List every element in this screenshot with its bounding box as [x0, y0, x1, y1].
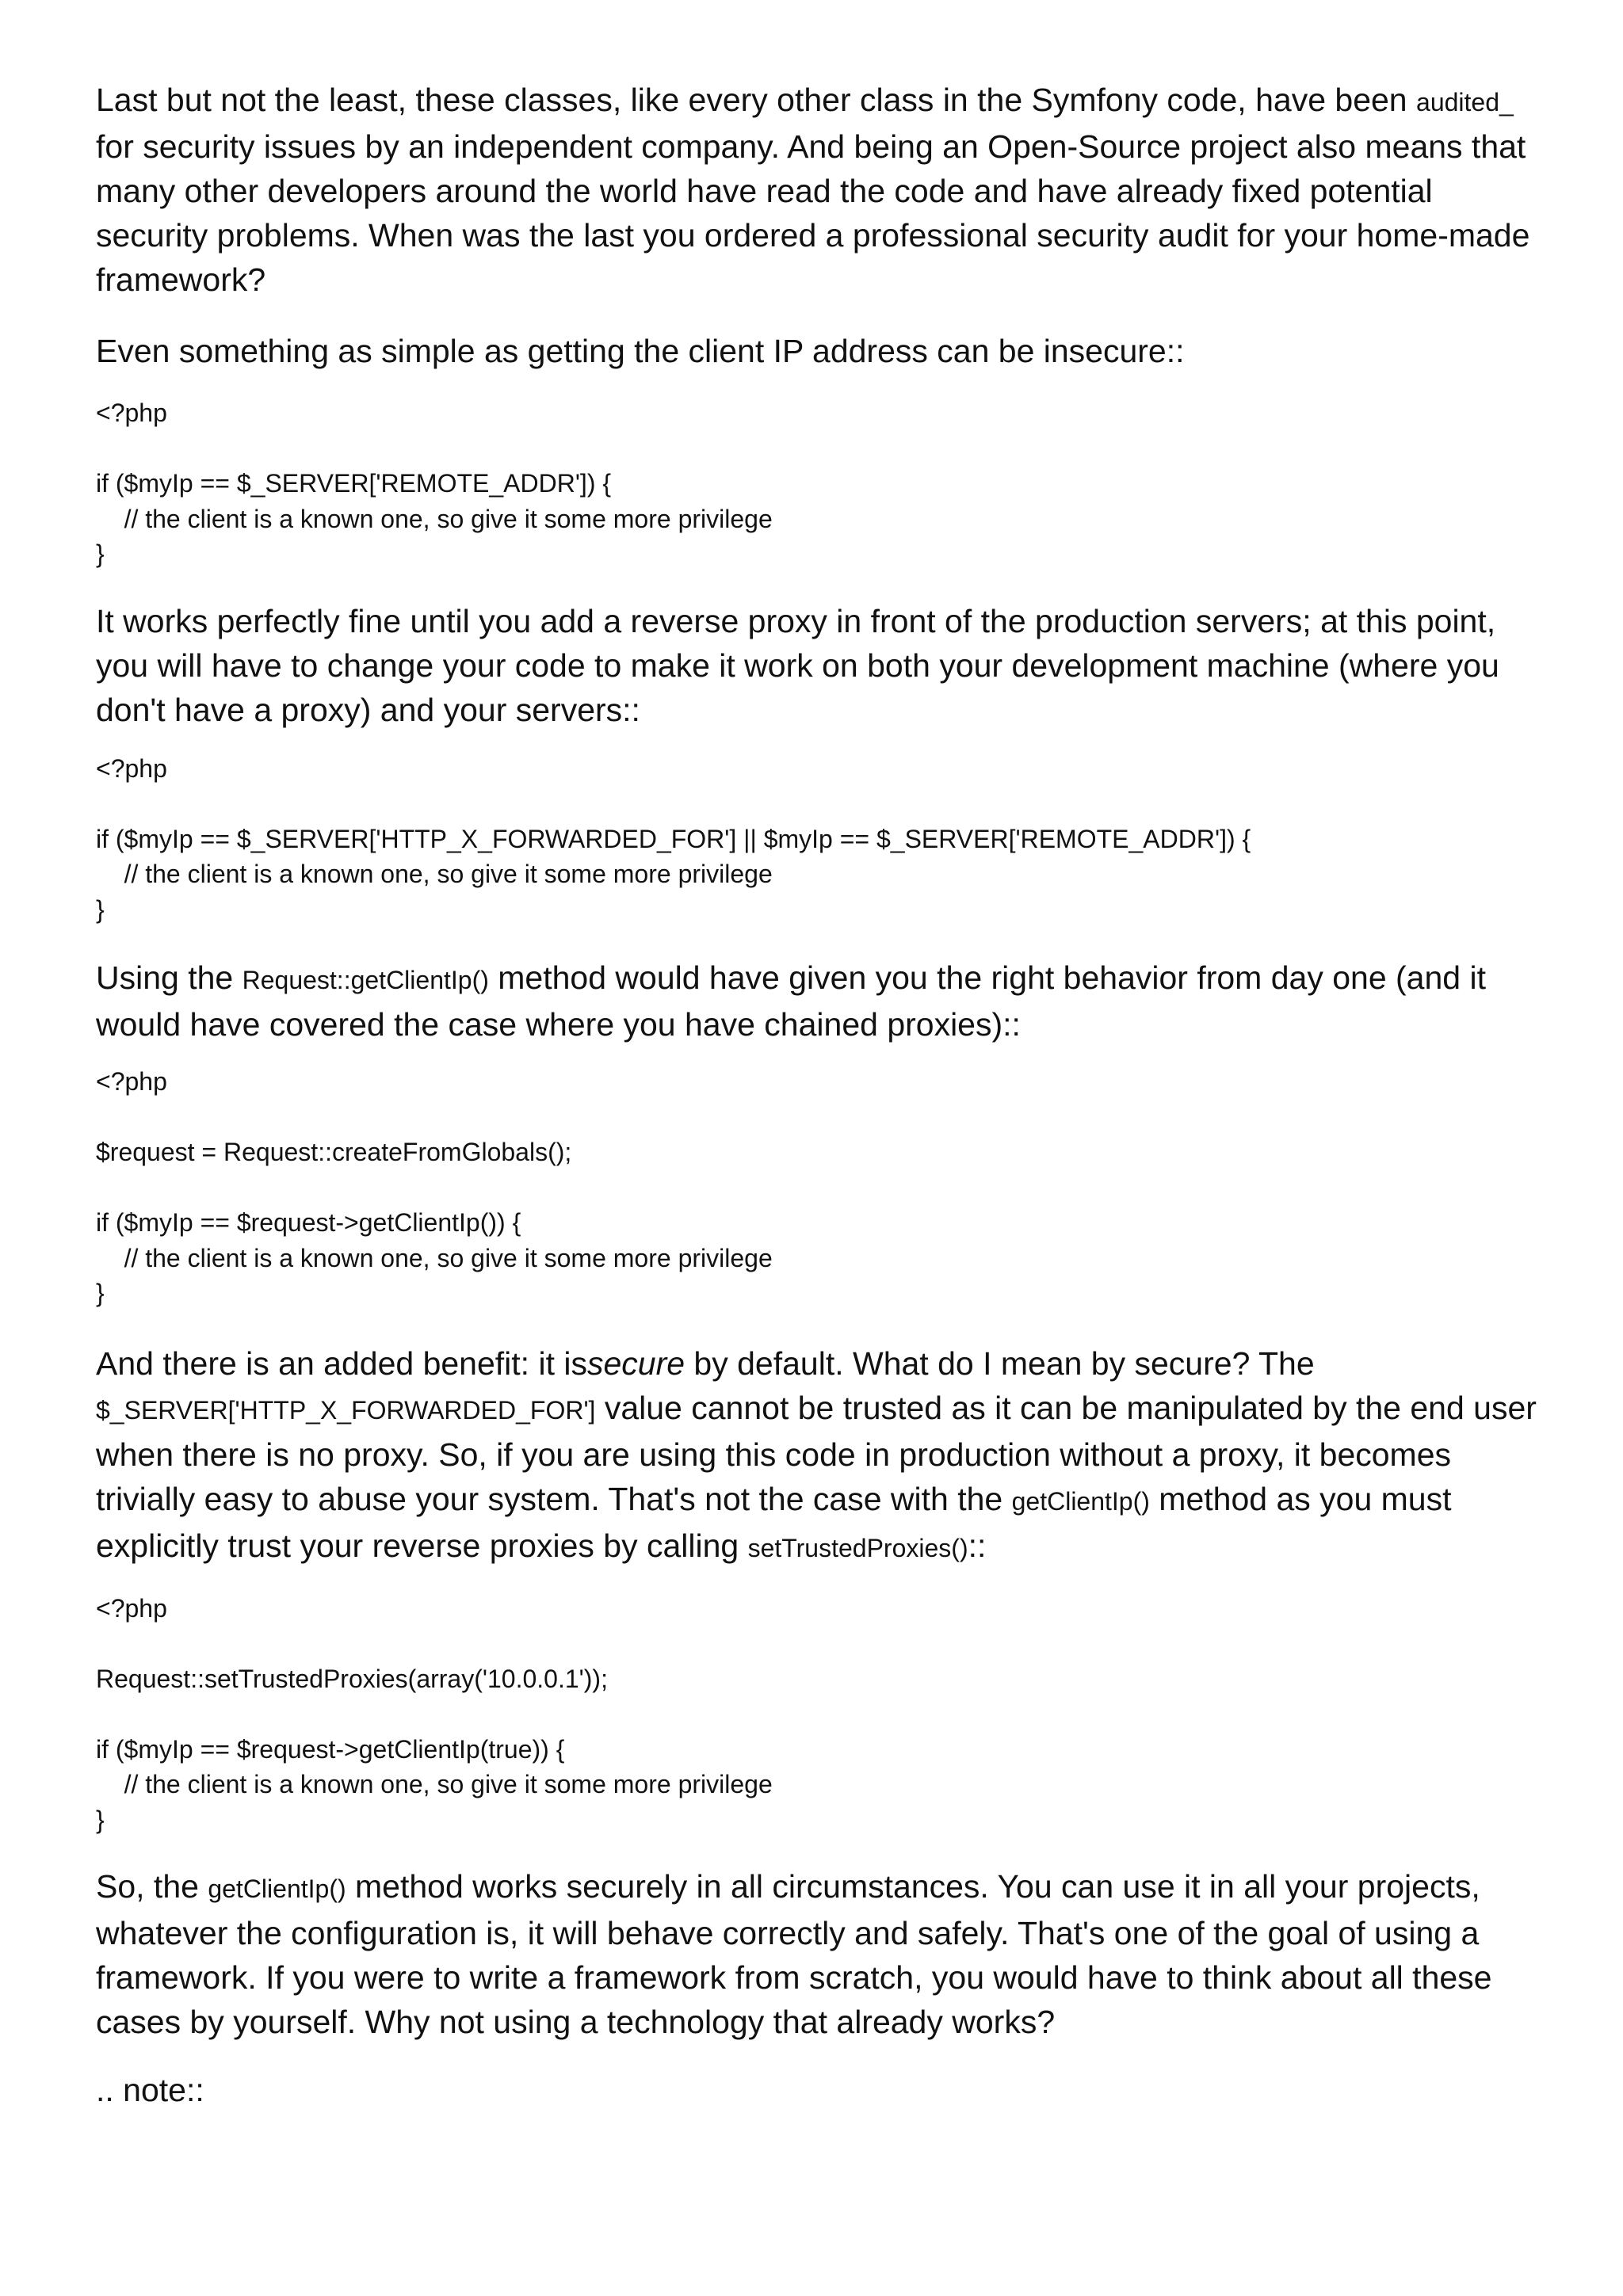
code-line: // the client is a known one, so give it some more privilege — [96, 860, 773, 888]
paragraph-security-audit — [96, 78, 1546, 302]
note-directive: .. note:: — [96, 2072, 204, 2108]
code-line: } — [96, 1279, 105, 1307]
paragraph-text: And there is an added benefit: it is — [96, 1344, 587, 1382]
code-line: $request = Request::createFromGlobals(); — [96, 1138, 572, 1166]
code-line: <?php — [96, 753, 167, 783]
code-line: // the client is a known one, so give it some more privilege — [96, 504, 773, 533]
inline-code-request-getclientip: Request::getClientIp() — [242, 966, 489, 994]
paragraph-text: method works securely in all circumstances. You can use it in all your projects, whatever the configuration is, it will behave correctly and safely. That's one of the goal of using a framework. If you were to write a framework from scratch, you would have to think about all these cases by yourself. Why not using a technology that already works? — [96, 1868, 1492, 2040]
code-line: // the client is a known one, so give it some more privilege — [96, 1243, 773, 1272]
paragraph-text: method would have given you the right behavior from day one (and it would have covered the case where you have chained proxies):: — [96, 959, 1486, 1043]
paragraph-text: :: — [968, 1527, 987, 1564]
inline-code-server-forwarded-for: $_SERVER['HTTP_X_FORWARDED_FOR'] — [96, 1395, 596, 1425]
code-line: <?php — [96, 1593, 167, 1623]
paragraph-client-ip-intro: Even something as simple as getting the client IP address can be insecure:: — [96, 333, 1185, 369]
emphasis-secure: secure — [586, 1344, 685, 1382]
code-line: <?php — [96, 1067, 167, 1096]
paragraph-text: So, the — [96, 1868, 208, 1905]
paragraph-secure-by-default — [96, 1341, 1546, 1570]
code-line: if ($myIp == $_SERVER['REMOTE_ADDR']) { — [96, 469, 612, 498]
paragraph-reverse-proxy: It works perfectly fine until you add a reverse proxy in front of the production servers; at this point, you will have to change your code to make it work on both your development machine (where you don't have a proxy) and your servers:: — [96, 602, 1499, 728]
code-line: if ($myIp == $request->getClientIp()) { — [96, 1208, 521, 1237]
document-page — [96, 78, 1546, 2146]
code-block-remote-addr — [96, 395, 1546, 572]
code-block-set-trusted-proxies — [96, 1591, 1546, 1838]
inline-code-settrustedproxies: setTrustedProxies() — [747, 1533, 968, 1562]
paragraph-framework-benefit — [96, 1864, 1546, 2044]
paragraph-text: method as you must explicitly trust your reverse proxies by calling — [96, 1480, 1452, 1564]
code-blank-line — [96, 1100, 1546, 1135]
paragraph-getclientip-method — [96, 955, 1546, 1047]
paragraph-text: for security issues by an independent company. And being an Open-Source project also means that many other developers around the world have read the code and have already fixed potential security problems. When was the last you ordered a professional security audit for your home-made framework? — [96, 128, 1530, 298]
code-line: Request::setTrustedProxies(array('10.0.0.1')); — [96, 1664, 608, 1693]
paragraph-text: value cannot be trusted as it can be manipulated by the end user when there is no proxy. So, if you are using this code in production without a proxy, it becomes trivially easy to abuse your system. That's not the case with the — [96, 1389, 1537, 1517]
paragraph-text: Last but not the least, these classes, like every other class in the Symfony code, have been — [96, 82, 1407, 118]
code-block-create-from-globals — [96, 1064, 1546, 1311]
code-line: } — [96, 540, 105, 568]
code-blank-line — [96, 1170, 1546, 1206]
code-blank-line — [96, 1626, 1546, 1661]
code-line: if ($myIp == $_SERVER['HTTP_X_FORWARDED_FOR'] || $myIp == $_SERVER['REMOTE_ADDR']) { — [96, 824, 1251, 853]
paragraph-text: by default. What do I mean by secure? The — [685, 1344, 1315, 1382]
paragraph-text: Using the — [96, 959, 242, 996]
code-line: <?php — [96, 399, 167, 427]
code-blank-line — [96, 1696, 1546, 1732]
inline-code-getclientip: getClientIp() — [1011, 1486, 1150, 1516]
inline-code-audited: audited_ — [1416, 88, 1514, 116]
code-blank-line — [96, 431, 1546, 467]
code-line: if ($myIp == $request->getClientIp(true)) { — [96, 1734, 565, 1764]
code-line: // the client is a known one, so give it some more privilege — [96, 1770, 773, 1798]
inline-code-getclientip: getClientIp() — [208, 1875, 346, 1903]
code-block-forwarded-for — [96, 751, 1546, 928]
code-blank-line — [96, 786, 1546, 822]
code-line: } — [96, 1805, 105, 1834]
code-line: } — [96, 894, 105, 924]
